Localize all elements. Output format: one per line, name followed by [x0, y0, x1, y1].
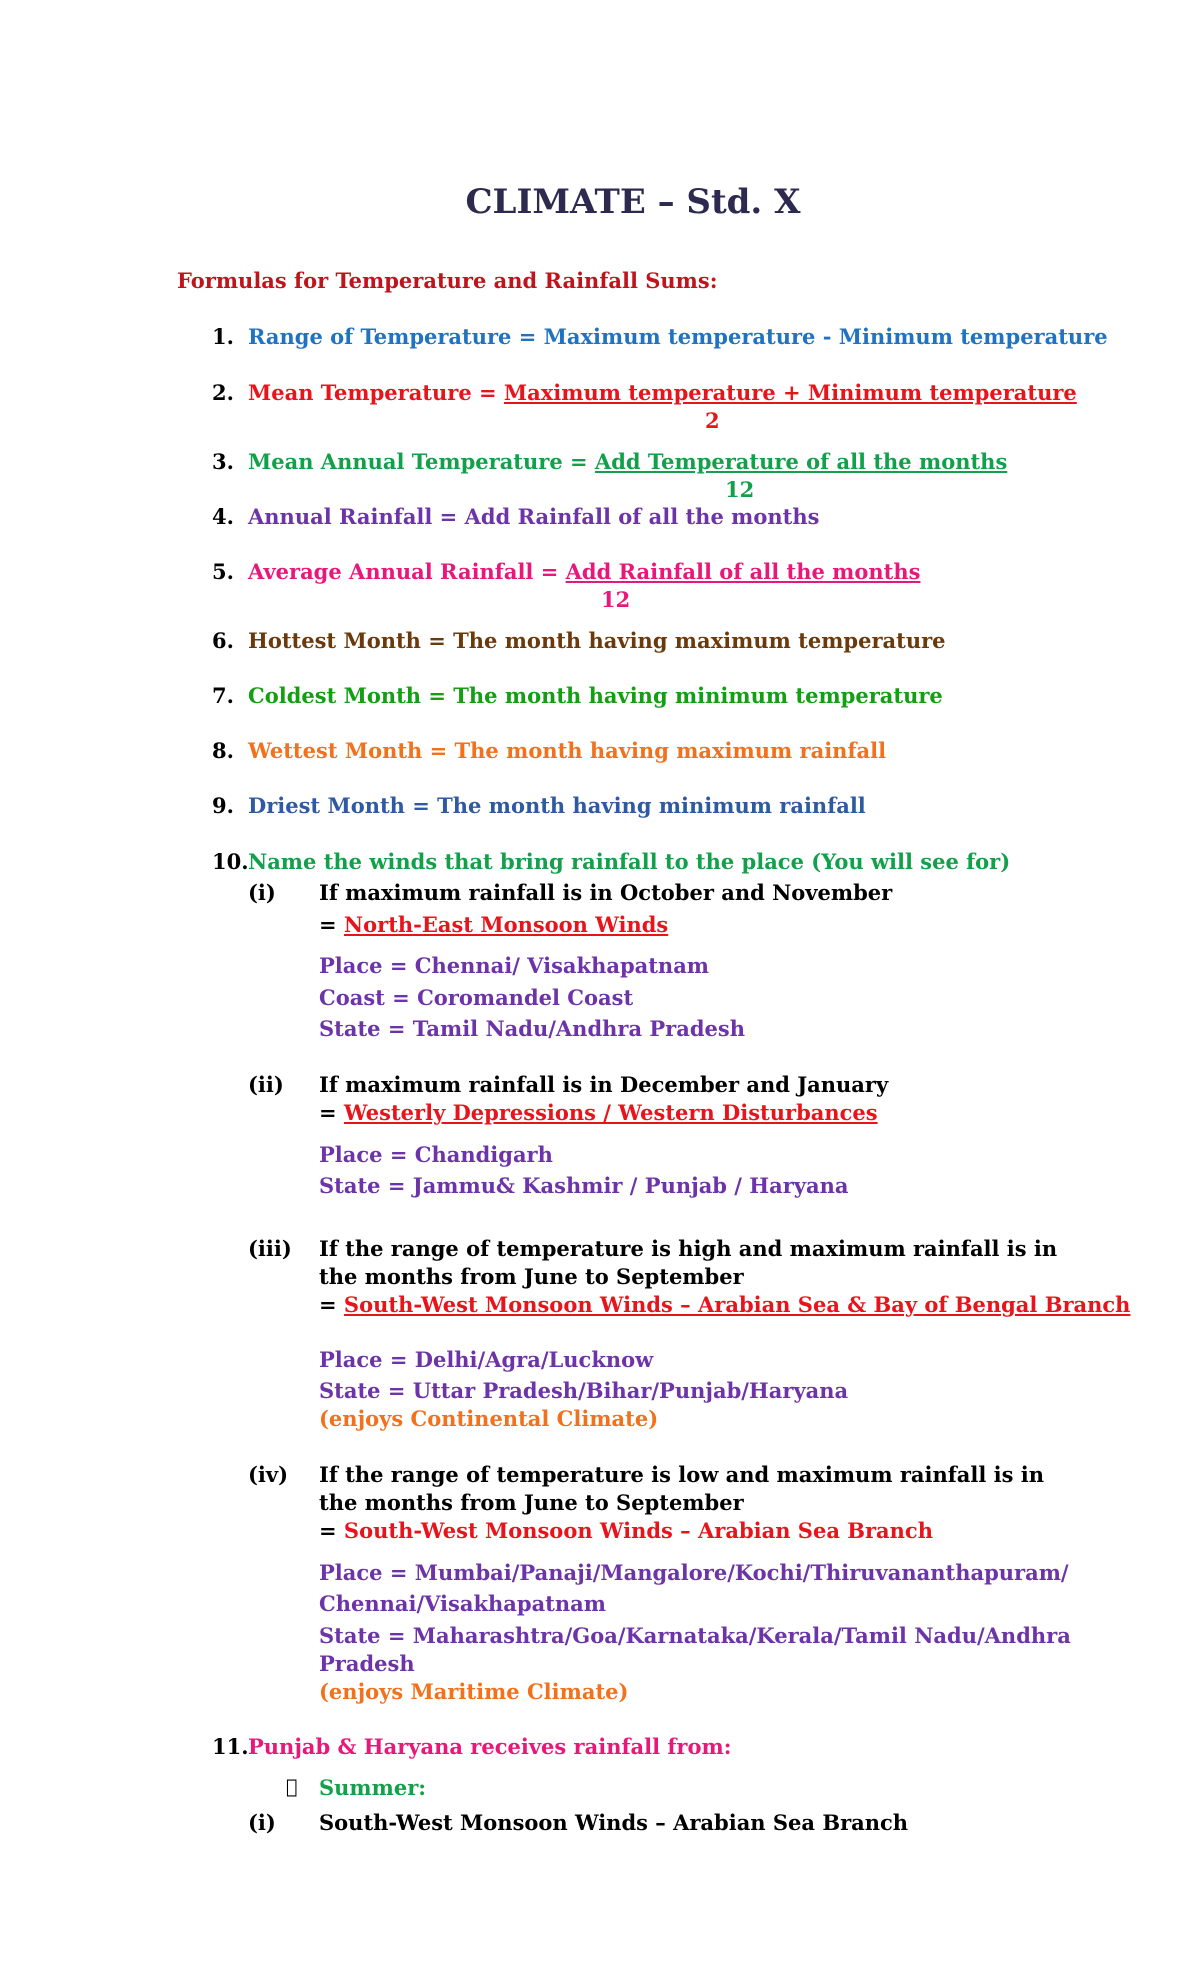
formula-numerator: Maximum temperature + Minimum temperature	[503, 380, 1077, 405]
formula-denominator: 2	[705, 408, 720, 433]
item-number: 2.	[212, 380, 234, 405]
case-detail: Place = Mumbai/Panaji/Mangalore/Kochi/Thiruvananthapuram/	[319, 1560, 1069, 1585]
equals-sign: =	[319, 1292, 344, 1317]
item-number: 1.	[212, 324, 234, 349]
season-label: Summer:	[319, 1775, 427, 1800]
bullet-icon	[286, 1776, 297, 1798]
case-detail: Place = Chennai/ Visakhapatnam	[319, 953, 710, 978]
case-wind	[319, 1518, 933, 1543]
item-number: 5.	[212, 559, 234, 584]
case-wind	[319, 912, 668, 937]
formula-denominator: 12	[601, 587, 631, 612]
case-wind	[319, 1100, 878, 1125]
formula-annual-rainfall: Annual Rainfall = Add Rainfall of all the months	[248, 504, 820, 529]
formula-wettest-month: Wettest Month = The month having maximum rainfall	[248, 738, 887, 763]
case-condition: If maximum rainfall is in October and November	[319, 880, 893, 905]
formula-driest-month: Driest Month = The month having minimum rainfall	[248, 793, 866, 818]
formula-hottest-month: Hottest Month = The month having maximum temperature	[248, 628, 946, 653]
case-condition: If maximum rainfall is in December and January	[319, 1072, 889, 1097]
equals-sign: =	[319, 1100, 344, 1125]
case-number: (i)	[248, 880, 276, 905]
case-climate: (enjoys Continental Climate)	[319, 1406, 659, 1431]
equals-sign: =	[319, 1518, 344, 1543]
formula-numerator: Add Rainfall of all the months	[565, 559, 921, 584]
case-number: (iii)	[248, 1236, 292, 1261]
case-detail: State = Maharashtra/Goa/Karnataka/Kerala/Tamil Nadu/Andhra	[319, 1623, 1071, 1648]
case-number: (ii)	[248, 1072, 284, 1097]
winds-question: Name the winds that bring rainfall to the place (You will see for)	[248, 849, 1011, 874]
formula-coldest-month: Coldest Month = The month having minimum temperature	[248, 683, 943, 708]
case-condition: the months from June to September	[319, 1264, 744, 1289]
wind-name: South-West Monsoon Winds – Arabian Sea & Bay of Bengal Branch	[343, 1292, 1131, 1317]
wind-name: North-East Monsoon Winds	[343, 912, 669, 937]
case-number: (i)	[248, 1810, 276, 1835]
case-detail: State = Tamil Nadu/Andhra Pradesh	[319, 1016, 745, 1041]
item-number: 4.	[212, 504, 234, 529]
page-title: CLIMATE – Std. X	[465, 182, 801, 222]
case-climate: (enjoys Maritime Climate)	[319, 1679, 629, 1704]
case-number: (iv)	[248, 1462, 289, 1487]
case-condition: the months from June to September	[319, 1490, 744, 1515]
item-number: 8.	[212, 738, 234, 763]
formula-range: Range of Temperature = Maximum temperature - Minimum temperature	[248, 324, 1108, 349]
item-number: 9.	[212, 793, 234, 818]
formula-denominator: 12	[725, 477, 755, 502]
formula-label: Mean Temperature =	[248, 380, 504, 405]
item-number: 6.	[212, 628, 234, 653]
formula-label: Mean Annual Temperature =	[248, 449, 595, 474]
formula-average-annual-rainfall	[248, 559, 920, 584]
case-detail: Pradesh	[319, 1651, 415, 1676]
case-detail: Coast = Coromandel Coast	[319, 985, 634, 1010]
formula-label: Average Annual Rainfall =	[248, 559, 566, 584]
case-condition: If the range of temperature is high and maximum rainfall is in	[319, 1236, 1058, 1261]
case-detail: Place = Delhi/Agra/Lucknow	[319, 1347, 654, 1372]
equals-sign: =	[319, 912, 344, 937]
case-wind	[319, 1292, 1130, 1317]
formula-mean-temp	[248, 380, 1077, 405]
item-number: 3.	[212, 449, 234, 474]
formula-mean-annual-temp	[248, 449, 1007, 474]
rainfall-source: South-West Monsoon Winds – Arabian Sea Branch	[319, 1810, 909, 1835]
wind-name: South-West Monsoon Winds – Arabian Sea Branch	[343, 1518, 933, 1543]
formula-numerator: Add Temperature of all the months	[594, 449, 1008, 474]
case-detail: State = Uttar Pradesh/Bihar/Punjab/Haryana	[319, 1378, 849, 1403]
item-number: 10.	[212, 849, 249, 874]
case-detail: Place = Chandigarh	[319, 1142, 553, 1167]
item-number: 7.	[212, 683, 234, 708]
item-number: 11.	[212, 1734, 249, 1759]
punjab-haryana-heading: Punjab & Haryana receives rainfall from:	[248, 1734, 732, 1759]
section-heading: Formulas for Temperature and Rainfall Sums:	[177, 268, 718, 293]
case-condition: If the range of temperature is low and maximum rainfall is in	[319, 1462, 1045, 1487]
wind-name: Westerly Depressions / Western Disturbances	[343, 1100, 878, 1125]
case-detail: State = Jammu& Kashmir / Punjab / Haryana	[319, 1173, 849, 1198]
case-detail: Chennai/Visakhapatnam	[319, 1591, 606, 1616]
